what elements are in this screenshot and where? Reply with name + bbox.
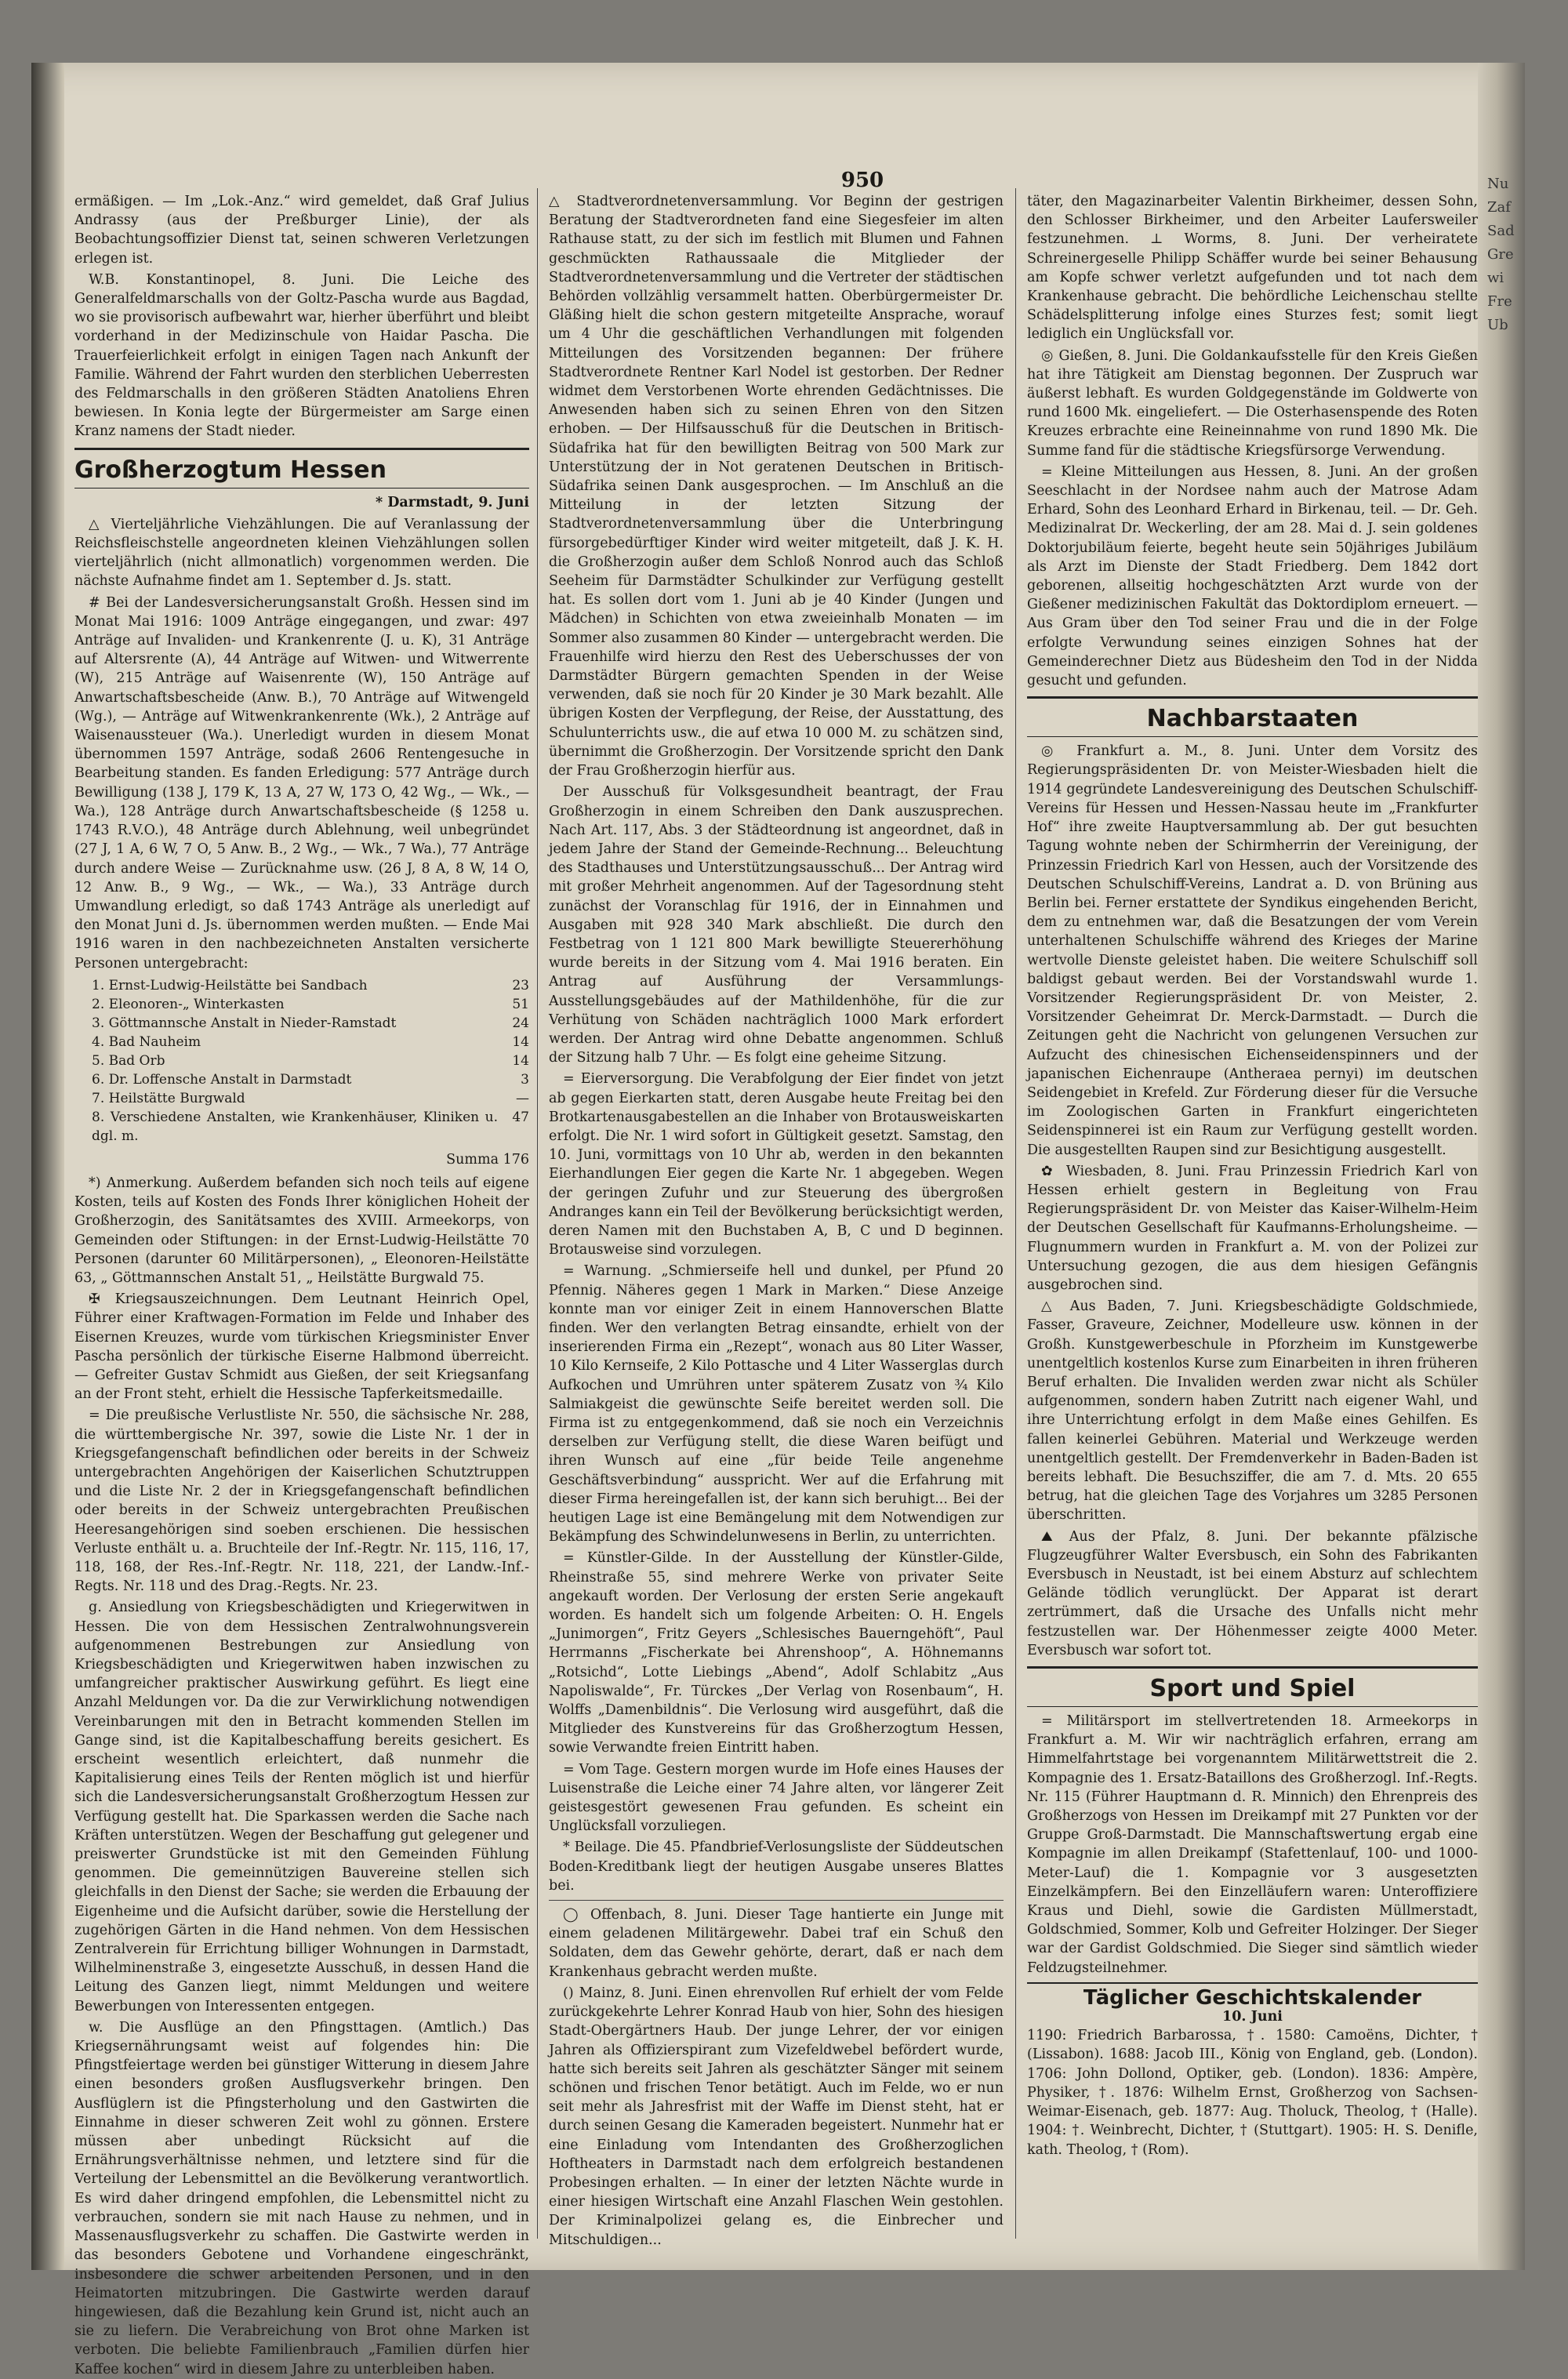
article-text: ermäßigen. — Im „Lok.-Anz.“ wird gemeldet, daß Graf Julius Andrassy (aus der Preßburger Linie), der als Beobachtungsoffizier Dienst tat, seinen schweren Verletzungen erlegen ist. xyxy=(74,194,529,267)
table-row: 3. Göttmannsche Anstalt in Nieder-Ramstadt 24 xyxy=(92,1015,529,1031)
article-vom-tage: = Vom Tage. Gestern morgen wurde im Hofe eines Hauses der Luisenstraße die Leiche einer 74 Jahre alten, vor längerer Zeit geistesgestört gewesenen Frau gefunden. Es scheint ein Unglücksfall vorzuliegen. xyxy=(549,1761,1004,1835)
article-frankfurt: ◎ Frankfurt a. M., 8. Juni. Unter dem Vorsitz des Regierungspräsidenten Dr. von Meister-Wiesbaden hielt die 1914 gegründete Landesvereinigung des Deutschen Schulschiff-Vereins für Hessen und Hessen-Nassau heute im „Frankfurter Hof“ ihre zweite Hauptversammlung ab. Der gut besuchten Tagung wohnte neben der Schirmherrin der Vereinigung, der Prinzessin Friedrich Karl von Hessen, auch der Vorsitzende des Deutschen Schulschiff-Vereins, Landrat a. D. von Brüning aus Berlin bei. Ferner erstattete der Syndikus eingehenden Bericht, dem zu entnehmen war, daß die Besatzungen der vom Verein unterhaltenen Schulschiffe während des Krieges der Marine wertvolle Dienste geleistet haben. Die weitere Schulschiff soll baldigst gebaut werden. Bei der Vorstandswahl wurde 1. Vorsitzender Regierungspräsident Dr. von Meister, 2. Vorsitzender Geheimrat Dr. Merck-Darmstadt. — Durch die Zeitungen geht die Nachricht von gelungenen Versuchen zur Aufzucht des chinesischen Eichenseidenspinners und der japanischen Eichenraupe (Antheraea pernyi) im deutschen Seidengebiet in Krefeld. Zur Förderung dieser für die Versuche im Zoologischen Garten in Frankfurt eingerichteten Seidenspinnerei ist ein Raum zur Verfügung gestellt worden. Die ausgestellten Raupen sind zur Besichtigung ausgestellt. xyxy=(1027,743,1478,1158)
article-verlustliste: = Die preußische Verlustliste Nr. 550, die sächsische Nr. 288, die württembergische Nr. 397, sowie die Liste Nr. 1 der in Kriegsgefangenschaft befindlichen oder bereits in der Schweiz untergebrachten Angehörigen der Kaiserlichen Schutztruppen und die Liste Nr. 2 der in Kriegsgefangenschaft befindlichen oder bereits in der Schweiz untergebrachten Preußischen Heeresangehörigen sind soeben erschienen. Die hessischen Verluste enthält u. a. Bruchteile der Inf.-Regtr. Nr. 115, 116, 17, 118, 168, der Res.-Inf.-Regtr. Nr. 118, 221, der Landw.-Inf.-Regts. Nr. 118 und des Drag.-Regts. Nr. 23. xyxy=(74,1407,529,1595)
article-viehzaehlung: △ Vierteljährliche Viehzählungen. Die auf Veranlassung der Reichsfleischstelle angeordneten kleinen Viehzählungen sollen vierteljährlich (nicht allmonatlich) vorgenommen werden. Die nächste Aufnahme findet am 1. September d. Js. statt. xyxy=(74,516,529,590)
table-row: 2. Eleonoren-„ Winterkasten 51 xyxy=(92,996,529,1012)
article-pfalz: ⛰ Aus der Pfalz, 8. Juni. Der bekannte pfälzische Flugzeugführer Walter Eversbusch, ein Sohn des Fabrikanten Eversbusch in Neustadt, ist bei einem Absturz auf schlechtem Gelände tödlich verunglückt. Der Apparat ist derart zertrümmert, daß die Ursache des Unfalls nicht mehr festzustellen war. Der Höhenmesser zeigte 4000 Meter. Eversbusch war sofort tot. xyxy=(1027,1528,1478,1658)
article-offenbach: ◯ Offenbach, 8. Juni. Dieser Tage hantierte ein Junge mit einem geladenen Militärgewehr. Dabei traf ein Schuß den Soldaten, dem das Gewehr gehörte, derart, daß er nach dem Krankenhaus gebracht werden mußte. xyxy=(549,1907,1004,1980)
table-row: 5. Bad Orb 14 xyxy=(92,1052,529,1069)
column-2 xyxy=(549,192,1004,2248)
section-heading: Großherzogtum Hessen xyxy=(74,448,529,489)
article-kleine-mitteilungen: = Kleine Mitteilungen aus Hessen, 8. Juni. An der großen Seeschlacht in der Nordsee nahm auch der Matrose Adam Erhard, Sohn des Leonhard Erhard in Birkenau, teil. — Dr. Geh. Medizinalrat Dr. Weckerling, der am 28. Mai d. J. sein goldenes Doktorjubiläum feierte, begeht heute sein 50jähriges Jubiläum als Arzt im Dienste der Stadt Friedberg. Dem 1842 dort geborenen, allseitig hochgeschätzten Arzt wurde von der Gießener medizinischen Fakultät das Doktordiplom erneuert. — Aus Gram über den Tod seiner Frau und die in der Folge erfolgte Verwundung seines einzigen Sohnes hat der Gemeinderechner Dietz aus Büdesheim den Tod in der Nidda gesucht und gefunden. xyxy=(1027,463,1478,689)
section-heading: Sport und Spiel xyxy=(1027,1666,1478,1707)
article-giessen: ◎ Gießen, 8. Juni. Die Goldankaufsstelle für den Kreis Gießen hat ihre Tätigkeit am Dienstag begonnen. Der Zuspruch war äußerst lebhaft. Es wurden Goldgegenstände im Goldwerte von rund 1600 Mk. eingeliefert. — Die Osterhasenspende des Roten Kreuzes erbrachte eine Reineinnahme von rund 1890 Mk. Die Summe fand für die städtische Kriegsfürsorge Verwendung. xyxy=(1027,347,1478,459)
article-eierversorgung: = Eierversorgung. Die Verabfolgung der Eier findet von jetzt ab gegen Eierkarten statt, deren Ausgabe heute Freitag bei den Brotkartenausgabestellen an die Inhaber von Brotausweiskarten erfolgt. Die Nr. 1 wird sofort in Gültigkeit gesetzt. Samstag, den 10. Juni, vormittags von 10 Uhr ab, werden in den bekannten Eierhandlungen Eier gegen die Karte Nr. 1 abgegeben. Wegen der geringen Zufuhr und zur Steuerung des übergroßen Andranges kann ein Teil der Bevölkerung berücksichtigt werden, deren Namen mit den Buchstaben A, B, C und D beginnen. Brotausweise sind vorzulegen. xyxy=(549,1071,1004,1259)
article-warnung: = Warnung. „Schmierseife hell und dunkel, per Pfund 20 Pfennig. Näheres gegen 1 Mark in Marken.“ Diese Anzeige konnte man vor einiger Zeit in einem Hannoverschen Blatte finden. Wer den verlangten Betrag einsandte, erhielt von der inserierenden Firma ein „Rezept“, wonach aus 80 Liter Wasser, 10 Kilo Kernseife, 2 Kilo Pottasche und 4 Liter Wasserglas durch Aufkochen und Umrühren unter späterem Zusatz von ¾ Kilo Salmiakgeist die gewünschte Seife bereitet werden soll. Die Firma ist zu entgegenkommend, daß sie noch ein Verzeichnis derselben zur Verfügung stellt, die diese Waren beifügt und ihren Wunsch auf eine „für beide Teile angenehme Geschäftsverbindung“ ausspricht. Wer auf die Erfahrung mit dieser Firma hereingefallen ist, der kann sich beruhigt... Bei der heutigen Lage ist eine Bemängelung mit dem Notwendigen zur Bekämpfung des Schwindelunwesens in Berlin, zu unterrichten. xyxy=(549,1263,1004,1545)
article-baden: △ Aus Baden, 7. Juni. Kriegsbeschädigte Goldschmiede, Fasser, Graveure, Zeichner, Modelleure usw. können in der Großh. Kunstgewerbeschule in Pforzheim im Kunstgewerbe unentgeltlich kostenlos Kurse zum Einarbeiten in ihren früheren Beruf erhalten. Die Invaliden werden zwar nicht als Schüler aufgenommen, sondern haben Zutritt nach eigener Wahl, und ihre Unterrichtung erfolgt in dem Maße eines Gehilfen. Es fallen keinerlei Gebühren. Material und Werkzeuge werden unentgeltlich gestellt. Der Fremdenverkehr in Baden-Baden ist bereits lebhaft. Die Besuchsziffer, die am 7. d. Mts. 20 655 betrug, hat die gleichen Tage des Vorjahres um 3285 Personen überschritten. xyxy=(1027,1298,1478,1524)
calendar-date: 10. Juni xyxy=(1222,2009,1283,2025)
table-row: 7. Heilstätte Burgwald — xyxy=(92,1090,529,1106)
article-konstantinopel: W.B. Konstantinopel, 8. Juni. Die Leiche des Generalfeldmarschalls von der Goltz-Pascha wurde aus Bagdad, wo sie provisorisch aufbewahrt war, hierher überführt und bleibt vorderhand in der Medizinschule von Haidar Pascha. Die Trauerfeierlichkeit erfolgt in einigen Tagen nach Ankunft der Familie. Während der Fahrt wurden den sterblichen Ueberresten des Feldmarschalls in den größeren Städten Anatoliens Ehren bewiesen. In Konia legte der Bürgermeister am Sarge einen Kranz namens der Stadt nieder. xyxy=(74,271,529,440)
page-number: 950 xyxy=(840,169,884,192)
calendar-entries: 1190: Friedrich Barbarossa, †. 1580: Camoëns, Dichter, † (Lissabon). 1688: Jacob III., König von England, geb. (London). 1706: John Dollond, Optiker, geb. (London). 1836: Ampère, Physiker, †. 1876: Wilhelm Ernst, Großherzog von Sachsen-Weimar-Eisenach, geb. 1877: Aug. Tholuck, Theolog, † (Halle). 1904: †. Weinbrecht, Dichter, † (Stuttgart). 1905: H. S. Denifle, kath. Theolog, † (Rom). xyxy=(1027,2028,1478,2158)
next-page-edge xyxy=(1478,63,1525,2270)
institution-table xyxy=(92,976,529,1146)
footnote: *) Anmerkung. Außerdem befanden sich noch teils auf eigene Kosten, teils auf Kosten des Fonds Ihrer königlichen Hoheit der Großherzogin, des Sanitätsamtes des XVIII. Armeekorps, von Gemeinden oder Stiftungen: in der Ernst-Ludwig-Heilstätte 70 Personen (darunter 60 Militärpersonen), „ Eleonoren-Heilstätte 63, „ Göttmannschen Anstalt 51, „ Heilstätte Burgwald 75. xyxy=(74,1175,529,1286)
article-landesversicherung: # Bei der Landesversicherungsanstalt Großh. Hessen sind im Monat Mai 1916: 1009 Anträge eingegangen, und zwar: 497 Anträge auf Invaliden- und Krankenrente (J. u. K), 31 Anträge auf Altersrente (A), 44 Anträge auf Witwen- und Witwerrente (W), 215 Anträge auf Waisenrente (W), 150 Anträge auf Anwartschaftsbescheide (Anw. B.), 70 Anträge auf Witwengeld (Wg.), — Anträge auf Witwenkrankenrente (Wk.), 2 Anträge auf Waisenaussteuer (Wa.). Unerledigt wurden in diesem Monat übernommen 1597 Anträge, sodaß 2606 Rentengesuche in Bearbeitung standen. Es fanden Erledigung: 577 Anträge durch Bewilligung (138 J, 179 K, 13 A, 27 W, 173 O, 42 Wg., — Wk., — Wa.), 128 Anträge durch Anwartschaftsbescheide (§ 1258 u. 1743 R.V.O.), 48 Anträge durch Ablehnung, weil unbegründet (27 J, 1 A, 6 W, 7 O, 5 Anw. B., 2 Wg., — Wk., 7 Wa.), 77 Anträge durch andere Weise — Zurücknahme usw. (26 J, 8 A, 8 W, 14 O, 12 Anw. B., 9 Wg., — Wk., — Wa.), 33 Anträge durch Umwandlung erledigt, so daß 1743 Anträge als unerledigt auf den Monat Juni d. Js. übernommen werden mußten. — Ende Mai 1916 waren in den nachbezeichneten Anstalten versicherte Personen untergebracht: xyxy=(74,594,529,972)
article-stadtverordneten: △ Stadtverordnetenversammlung. Vor Beginn der gestrigen Beratung der Stadtverordneten fand eine Siegesfeier im alten Rathause statt, zu der sich im festlich mit Blumen und Fahnen geschmückten Rathaussaale die Mitglieder der Stadtverordnetenversammlung und die Vertreter der städtischen Behörden vollzählig versammelt hatten. Oberbürgermeister Dr. Gläßing hielt die schon gestern mitgeteilte Ansprache, worauf um 4 Uhr die geschäftlichen Verhandlungen mit folgenden Mitteilungen des Vorsitzenden begannen: Der frühere Stadtverordnete Rentner Karl Nodel ist gestorben. Der Redner widmet dem Verstorbenen Worte ehrenden Gedächtnisses. Die Anwesenden haben sich zu seinen Ehren von den Sitzen erhoben. — Der Hilfsausschuß für die Deutschen in Britisch-Südafrika hat für den bewilligten Beitrag von 500 Mark zur Unterstützung der in Not geratenen Deutschen in Britisch-Südafrika seinen Dank ausgesprochen. — Im Anschluß an die Mitteilung in der letzten Sitzung der Stadtverordnetenversammlung über die Unterbringung fürsorgebedürftiger Kinder wird weiter mitgeteilt, daß J. K. H. die Großherzogin außer dem Schloß Nonrod auch das Schloß Seeheim für Darmstädter Schulkinder zur Verfügung gestellt hat. Es sollen dort vom 1. Juni ab je 40 Kinder (Jungen und Mädchen) in Schichten von etwa zweieinhalb Monaten — im Sommer also zusammen 80 Kinder — untergebracht werden. Die Frauenhilfe wird hierzu den Rest des Ueberschusses der von Darmstädter Bürgern gemachten Spenden in der Weise verwenden, daß sie noch für 20 Kinder je 30 Mark bezahlt. Alle übrigen Kosten der Verpflegung, der Reise, der Ausstattung, des Schulunterrichts usw., die auf etwa 10 000 M. zu schätzen sind, übernimmt die Großherzogin. Der Vorsitzende spricht den Dank der Frau Großherzogin hierfür aus. xyxy=(549,194,1004,779)
article-stadtverordneten-cont: Der Ausschuß für Volksgesundheit beantragt, der Frau Großherzogin in einem Schreiben den Dank auszusprechen. Nach Art. 117, Abs. 3 der Städteordnung ist angeordnet, daß in jedem Jahre der Stand der Gemeinde-Rechnung... Beleuchtung des Stadthauses und Unterstützungsausschuß... Der Antrag wird mit großer Mehrheit angenommen. Auf der Tagesordnung steht zunächst der Voranschlag für 1916, der in Einnahmen und Ausgaben mit 928 340 Mark abschließt. Die durch den Festbetrag von 1 121 800 Mark bewilligte Steuererhöhung wurde bereits in der Sitzung vom 4. Mai 1916 beraten. Ein Antrag auf Ausführung der Versammlungs-Ausstellungsgebäudes auf der Mathildenhöhe, für die zur Verhütung von Schäden nachträglich 1000 Mark erfordert werden. Der Antrag wird ohne Debatte angenommen. Schluß der Sitzung halb 7 Uhr. — Es folgt eine geheime Sitzung. xyxy=(549,784,1004,1066)
table-row: 1. Ernst-Ludwig-Heilstätte bei Sandbach 23 xyxy=(92,977,529,993)
column-3 xyxy=(1027,192,1478,2239)
article-sport: = Militärsport im stellvertretenden 18. Armeekorps in Frankfurt a. M. Wir wir nachträglich erfahren, errang am Himmelfahrtstage bei vorgenanntem Militärwettstreit die 2. Kompagnie des 1. Ersatz-Bataillons des Großherzogl. Inf.-Regts. Nr. 115 (Führer Hauptmann d. R. Minnich) den Ehrenpreis des Großherzogs von Hessen im Dreikampf mit 27 Punkten vor der Gruppe Groß-Darmstadt. Die Mannschaftswertung ergab eine Kompagnie im allen Dreikampf (Stafettenlauf, 100- und 1000-Meter-Lauf) die 1. Kompagnie vor 3 ausgesetzten Einzelkämpfern. Bei den Einzelläufern waren: Unteroffiziere Kraus und Diehl, sowie die Gardisten Müllmerstadt, Goldschmied, Sommer, Kolb und Gefreiter Holzinger. Der Sieger war der Gardist Goldschmied. Die Sieger sind sämtlich wieder Feldzugsteilnehmer. xyxy=(1027,1713,1478,1976)
section-heading: Nachbarstaaten xyxy=(1027,696,1478,737)
article-ausfluege: w. Die Ausflüge an den Pfingsttagen. (Amtlich.) Das Kriegsernährungsamt weist auf folgendes hin: Die Pfingstfeiertage werden bei günstiger Witterung in diesem Jahre einen besonders großen Ausflugsverkehr bringen. Den Ausflüglern ist die Pfingsterholung und den Gastwirten die Einnahme in dieser schweren Zeit wohl zu gönnen. Erstere müssen aber unbedingt Rücksicht auf die Ernährungsverhältnisse nehmen, und letztere sind für die Verteilung der Lebensmittel an die Bevölkerung verantwortlich. Es wird daher dringend empfohlen, die Lebensmittel nicht zu verbrauchen, sondern sie mit nach Hause zu nehmen, und in Massenausflugsverkehr zu schaffen. Die Gastwirte werden in das besonders Gebotene und Vorhandene eingeschränkt, insbesondere die schwer arbeitenden Personen, und in den Heimatorten mitzubringen. Die Gastwirte werden darauf hingewiesen, daß die Bezahlung kein Grund ist, nicht auch an sie zu liefern. Die Verabreichung von Brot ohne Marken ist verboten. Die beliebte Familienbrauch „Familien dürfen hier Kaffee kochen“ wird in diesem Jahre zu unterbleiben haben. xyxy=(74,2019,529,2377)
divider xyxy=(549,1900,1004,1901)
column-rule xyxy=(537,188,538,2239)
newspaper-page xyxy=(31,63,1525,2377)
table-row: 4. Bad Nauheim 14 xyxy=(92,1033,529,1050)
article-wiesbaden: ✿ Wiesbaden, 8. Juni. Frau Prinzessin Friedrich Karl von Hessen erhielt gestern in Begleitung von Frau Regierungspräsident Dr. von Meister das Kaiser-Wilhelm-Heim der Deutschen Gesellschaft für Kaufmanns-Erholungsheime. — Flugnummern wurden in Frankfurt a. M. von der Polizei zur Untersuchung gezogen, die aus dem hiesigen Gefängnis ausgebrochen sind. xyxy=(1027,1163,1478,1293)
calendar-title: Täglicher Geschichtskalender xyxy=(1027,1982,1478,2007)
article-beilage: * Beilage. Die 45. Pfandbrief-Verlosungsliste der Süddeutschen Boden-Kreditbank liegt der heutigen Ausgabe unseres Blattes bei. xyxy=(549,1840,1004,1894)
article-kriegsauszeichnungen: ✠ Kriegsauszeichnungen. Dem Leutnant Heinrich Opel, Führer einer Kraftwagen-Formation im Felde und Inhaber des Eisernen Kreuzes, wurde vom türkischen Kriegsminister Enver Pascha persönlich der türkische Eiserne Halbmond überreicht. — Gefreiter Gustav Schmidt aus Gießen, der seit Kriegsanfang an der Front steht, erhielt die Hessische Tapferkeitsmedaille. xyxy=(74,1291,529,1403)
article-ansiedlung: g. Ansiedlung von Kriegsbeschädigten und Kriegerwitwen in Hessen. Die von dem Hessischen Zentralwohnungsverein aufgenommenen Bestrebungen zur Ansiedlung von Kriegsbeschädigten und Kriegerwitwen haben inzwischen zu umfangreicher praktischer Auswirkung geführt. Es liegt eine Anzahl Meldungen vor. Da die zur Verwirklichung notwendigen Vereinbarungen mit den in Betracht kommenden Stellen im Gange sind, ist die Kapitalbeschaffung bereits gesichert. Es erscheint wesentlich erleichtert, daß nunmehr die Kapitalisierung eines Teils der Renten möglich ist und hierfür sich die Landesversicherungsanstalt Großherzogtum Hessen zur Verfügung gestellt hat. Die Sparkassen werden die Sache nach Kräften unterstützen. Wegen der Beschaffung gut gelegener und preiswerter Grundstücke ist mit den Gemeinden Fühlung genommen. Die gemeinnützigen Bauvereine stellen sich gleichfalls in den Dienst der Sache; sie werden die Erbauung der Eigenheime und die Aufsicht darüber, sowie die Herstellung der zugehörigen Gärten in die Hand nehmen. Von dem Hessischen Zentralverein für Errichtung billiger Wohnungen in Darmstadt, Wilhelminenstraße 3, eingesetzte Ausschuß, in dessen Hand die Leitung des Ganzen liegt, nimmt Meldungen und weitere Bewerbungen von Interessenten entgegen. xyxy=(74,1600,529,2014)
book-spine xyxy=(31,63,64,2270)
column-1 xyxy=(74,192,529,2377)
dateline: * Darmstadt, 9. Juni xyxy=(375,494,529,510)
table-row: 6. Dr. Loffensche Anstalt in Darmstadt 3 xyxy=(92,1071,529,1088)
table-row: 8. Verschiedene Anstalten, wie Krankenhäuser, Kliniken u. dgl. m. 47 xyxy=(92,1109,529,1144)
article-worms: täter, den Magazinarbeiter Valentin Birkheimer, dessen Sohn, den Schlosser Birkheimer, und den Arbeiter Laufersweiler festzunehmen. ⊥ Worms, 8. Juni. Der verheiratete Schreinergeselle Philipp Schäffer wurde bei seiner Behausung am Kopfe schwer verletzt aufgefunden und tot nach dem Krankenhause gebracht. Die behördliche Leichenschau stellte Schädelsplitterung infolge eines Sturzes fest; somit liegt lediglich ein Unglücksfall vor. xyxy=(1027,194,1478,343)
article-mainz: () Mainz, 8. Juni. Einen ehrenvollen Ruf erhielt der vom Felde zurückgekehrte Lehrer Konrad Haub von hier, Sohn des hiesigen Stadt-Obergärtners Haub. Der junge Lehrer, der vor einigen Jahren als Offizierspirant zum Vizefeldwebel befördert wurde, hatte sich bereits seit Jahren als geschätzter Sänger mit seinem schönen und frischen Tenor betätigt. Auch im Felde, wo er nun seit mehr als Jahresfrist mit der Waffe im Dienst steht, hat er durch seinen Gesang die Kameraden begeistert. Nunmehr hat er eine Einladung vom Intendanten des Großherzoglichen Hoftheaters in Darmstadt nach dem erfolgreich bestandenen Probesingen erhalten. — In einer der letzten Nächte wurde in einer hiesigen Wirtschaft eine Anzahl Flaschen Wein gestohlen. Der Kriminalpolizei gelang es, die Einbrecher und Mitschuldigen... xyxy=(549,1985,1004,2248)
next-page-fragment: Nu Zaf Sad Gre wi Fre Ub xyxy=(1487,176,1515,333)
table-sum: Summa 176 xyxy=(446,1151,529,1168)
article-kuenstler-gilde: = Künstler-Gilde. In der Ausstellung der Künstler-Gilde, Rheinstraße 55, sind mehrere Werke von privater Seite angekauft worden. Der Verlosung der ersten Serie angekauft worden. Es handelt sich um folgende Arbeiten: O. H. Engels „Junimorgen“, Fritz Geyers „Schlesisches Bauerngehöft“, Paul Herrmanns „Fischerkate bei Ahrenshoop“, A. Höhnemanns „Rotsichd“, Lotte Liebings „Abend“, Adolf Schlabitz „Aus Napoliswalde“, Fr. Türckes „Der Verlag von Rosenbaum“, H. Wolffs „Damenbildnis“. Die Verlosung wird ausgeführt, daß die Mitglieder des Kunstvereins für das Großherzogtum Hessen, sowie Verwandte freien Eintritt haben. xyxy=(549,1550,1004,1756)
column-rule xyxy=(1015,188,1016,2239)
